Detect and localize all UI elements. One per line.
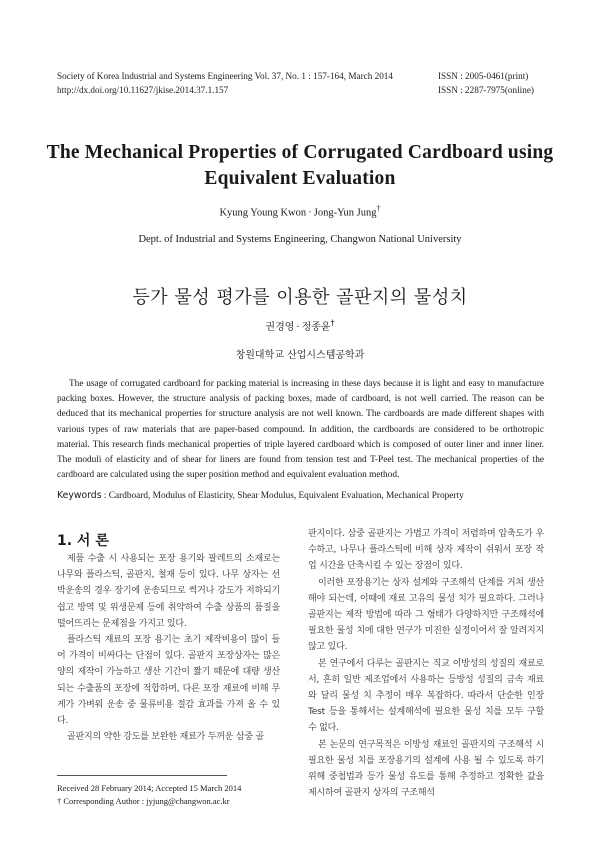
- corresponding-author: [57, 795, 241, 808]
- authors: [40, 204, 560, 219]
- korean-affiliation: 창원대학교 산업시스템공학과: [235, 350, 365, 361]
- korean-corresponding-mark: †: [330, 318, 335, 328]
- footnote: [57, 782, 241, 808]
- body-column-left: [57, 551, 280, 745]
- keywords-label: Keywords: [57, 490, 102, 501]
- abstract: The usage of corrugated cardboard for packing material is increasing in these days because it is light and easy to manufacture packing boxes. However, the structure analysis of packing boxes, made of cardboard, is not well carried. The reason can be deduced that its mechanical properties for structure analysis are not well known. The cardboards are made different shapes with various types of raw materials that are paper-based compound. In addition, the cardboards are considered to be orthotropic material. This research finds mechanical properties of triple layered cardboard which is composed of outer liner and inner liner. The moduli of elasticity and of shear for liners are found from tension test and T-Peel test. The mechanical properties of the cardboard are calculated using the super position method and equivalent evaluation method.: [57, 379, 544, 481]
- paper-title: [40, 140, 560, 192]
- keywords-text: : Cardboard, Modulus of Elasticity, Shear Modulus, Equivalent Evaluation, Mechanical Property: [101, 491, 464, 501]
- received-dates: Received 28 February 2014; Accepted 15 March 2014: [57, 783, 242, 793]
- paper-title-line1: The Mechanical Properties of Corrugated Cardboard using: [46, 142, 554, 163]
- corresponding-mark: †: [376, 204, 381, 213]
- section-heading: 1. 서 론: [57, 533, 109, 549]
- author-names: Kyung Young Kwon · Jong-Yun Jung: [219, 207, 377, 219]
- paragraph: 본 논문의 연구목적은 이방성 재료인 골판지의 구조해석 시 필요한 물성 치를 포장용기의 설계에 사용 될 수 있도록 하기 위해 중첩법과 등가 물성 유도를 통해 추정하고 정확한 값을 제시하여 골판지 상자의 구조해석: [308, 739, 544, 799]
- korean-authors: [40, 318, 560, 333]
- corresponding-mark-foot: †: [57, 796, 62, 806]
- paragraph: 이러한 포장용기는 상자 설계와 구조해석 단계를 거쳐 생산해야 되는데, 이때에 재료 고유의 물성 치가 필요하다. 그러나 골판지는 제작 방법에 따라 그 형태가 다양하지만 구조해석에 필요한 물성 치에 대한 연구가 미진한 실정이어서 잘 알려지지 않고 있다.: [308, 577, 544, 653]
- corresponding-email[interactable]: Corresponding Author : jyjung@changwon.ac.kr: [61, 796, 230, 806]
- footnote-divider: [57, 775, 227, 776]
- paragraph: 본 연구에서 다루는 골판지는 직교 이방성의 성질의 재료로서, 흔히 일반 제조업에서 사용하는 등방성 성질의 금속 재료와 달리 물성 치 추정이 매우 복잡하다. 따라서 단순한 인장 Test 등을 통해서는 설계해석에 필요한 물성 치를 모두 구할 수 없다.: [308, 658, 544, 734]
- doi-link[interactable]: http://dx.doi.org/10.11627/jkise.2014.37.1.157: [57, 85, 229, 95]
- keywords: [57, 489, 547, 503]
- issn-online: ISSN : 2287-7975(online): [438, 85, 534, 95]
- korean-title: 등가 물성 평가를 이용한 골판지의 물성치: [132, 287, 468, 308]
- korean-author-names: 권경영 · 정종윤: [265, 322, 331, 333]
- journal-citation: Society of Korea Industrial and Systems Engineering Vol. 37, No. 1 : 157-164, March 2014: [57, 71, 393, 81]
- affiliation: Dept. of Industrial and Systems Engineering, Changwon National University: [138, 234, 462, 245]
- issn-print: ISSN : 2005-0461(print): [438, 71, 529, 81]
- paragraph: 골판지의 약한 강도를 보완한 재료가 두꺼운 삼중 골: [67, 732, 265, 743]
- paragraph: 플라스틱 재료의 포장 용기는 초기 제작비용이 많이 들어 가격이 비싸다는 단점이 있다. 골판지 포장상자는 많은 양의 제작이 가능하고 생산 기간이 짧기 때문에 대량 생산되는 수출품의 포장에 적합하며, 다른 포장 재료에 비해 무게가 가벼워 운송 중 물류비용 절감 효과를 가져 올 수 있다.: [57, 635, 280, 727]
- paper-title-line2: Equivalent Evaluation: [204, 168, 396, 189]
- paragraph: 판지이다. 삼중 골판지는 가볍고 가격이 저렴하며 압축도가 우수하고, 나무나 플라스틱에 비해 상자 제작이 쉬워서 포장 작업 시간을 단축시킬 수 있는 장점이 있다.: [308, 529, 544, 572]
- paragraph: 제품 수출 시 사용되는 포장 용기와 팔레트의 소재로는 나무와 플라스틱, 골판지, 철재 등이 있다. 나무 상자는 선박운송의 경우 장기에 운송되므로 썩거나 강도가 저하되기 쉽고 방역 및 위생문제 등에 취약하여 수출 상품의 품질을 떨어뜨리는 문제점을 가지고 있다.: [57, 554, 280, 629]
- body-column-right: [308, 526, 544, 801]
